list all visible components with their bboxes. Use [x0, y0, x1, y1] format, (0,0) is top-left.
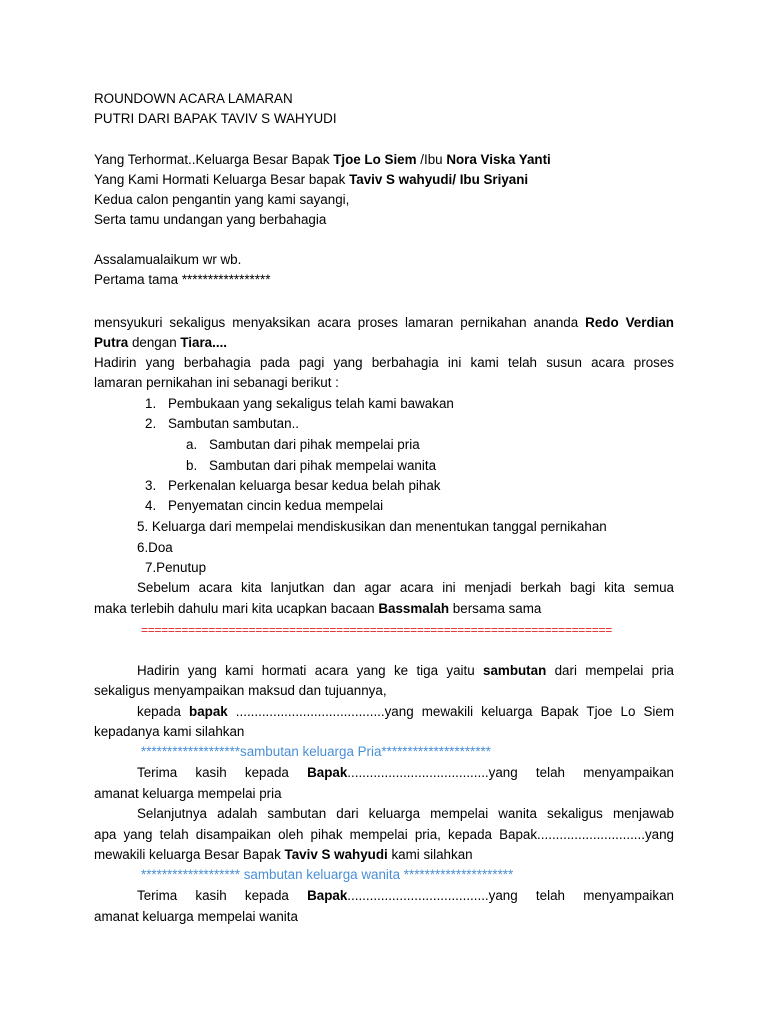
agenda-sub-letter: a. [186, 437, 198, 452]
sambutan-intro-line-1: Hadirin yang kami hormati acara yang ke tiga yaitu sambutan dari mempelai pria [137, 663, 674, 678]
greeting-line-2: Yang Kami Hormati Keluarga Besar bapak Taviv S wahyudi/ Ibu Sriyani [94, 172, 529, 187]
agenda-item-3: Perkenalan keluarga besar kedua belah pihak [168, 478, 441, 493]
agenda-item-5: 5. Keluarga dari mempelai mendiskusikan dan menentukan tanggal pernikahan [137, 519, 607, 534]
terima-kasih-wanita-line-1: Terima kasih kepada Bapak......................................yang telah menyampaikan [137, 888, 674, 903]
agenda-sub-item-b: Sambutan dari pihak mempelai wanita [209, 458, 437, 473]
sambutan-wanita-banner: ******************* sambutan keluarga wanita ********************* [141, 867, 514, 882]
terima-kasih-pria-line-2: amanat keluarga mempelai pria [94, 786, 282, 801]
kepada-bapak-line-2: kepadanya kami silahkan [94, 724, 245, 739]
agenda-sub-letter: b. [186, 458, 198, 473]
agenda-sub-item-a: Sambutan dari pihak mempelai pria [209, 437, 420, 452]
syukur-paragraph-line-1: mensyukuri sekaligus menyaksikan acara proses lamaran pernikahan ananda Redo Verdian [94, 315, 674, 330]
hadirin-paragraph-line-1: Hadirin yang berbahagia pada pagi yang berbahagia ini kami telah susun acara proses [94, 355, 674, 370]
agenda-item-4: Penyematan cincin kedua mempelai [168, 498, 384, 513]
selanjutnya-line-1: Selanjutnya adalah sambutan dari keluarga mempelai wanita sekaligus menjawab [137, 806, 674, 821]
terima-kasih-pria-line-1: Terima kasih kepada Bapak......................................yang telah menyampaikan [137, 765, 674, 780]
terima-kasih-wanita-line-2: amanat keluarga mempelai wanita [94, 909, 298, 924]
agenda-number: 4. [145, 498, 157, 513]
title-line-2: PUTRI DARI BAPAK TAVIV S WAHYUDI [94, 111, 337, 126]
agenda-item-2: Sambutan sambutan.. [168, 416, 300, 431]
title-line-1: ROUNDOWN ACARA LAMARAN [94, 91, 293, 106]
red-separator: ====================================================================== [141, 623, 612, 637]
agenda-number: 3. [145, 478, 157, 493]
greeting-line-3: Kedua calon pengantin yang kami sayangi, [94, 192, 350, 207]
hadirin-paragraph-line-2: lamaran pernikahan ini sebanagi berikut : [94, 375, 339, 390]
sambutan-intro-line-2: sekaligus menyampaikan maksud dan tujuannya, [94, 683, 387, 698]
kepada-bapak-line-1: kepada bapak ........................................yang mewakili keluarga Bapak Tjoe Lo Siem [137, 704, 674, 719]
syukur-paragraph-line-2: Putra dengan Tiara.... [94, 335, 228, 350]
agenda-item-7: 7.Penutup [145, 560, 207, 575]
greeting-line-1: Yang Terhormat..Keluarga Besar Bapak Tjoe Lo Siem /Ibu Nora Viska Yanti [94, 152, 551, 167]
selanjutnya-line-2: apa yang telah disampaikan oleh pihak mempelai pria, kepada Bapak.............................yang [94, 827, 674, 842]
sambutan-pria-banner: *******************sambutan keluarga Pria********************* [141, 744, 491, 759]
closing-line-1: Sebelum acara kita lanjutkan dan agar acara ini menjadi berkah bagi kita semua [137, 580, 674, 595]
greeting-line-4: Serta tamu undangan yang berbahagia [94, 212, 327, 227]
closing-line-2: maka terlebih dahulu mari kita ucapkan bacaan Bassmalah bersama sama [94, 601, 542, 616]
agenda-number: 2. [145, 416, 157, 431]
agenda-item-6: 6.Doa [137, 540, 173, 555]
agenda-item-1: Pembukaan yang sekaligus telah kami bawakan [168, 396, 454, 411]
salam-line: Assalamualaikum wr wb. [94, 252, 242, 267]
pertama-line: Pertama tama ***************** [94, 272, 271, 287]
selanjutnya-line-3: mewakili keluarga Besar Bapak Taviv S wahyudi kami silahkan [94, 847, 473, 862]
agenda-number: 1. [145, 396, 157, 411]
